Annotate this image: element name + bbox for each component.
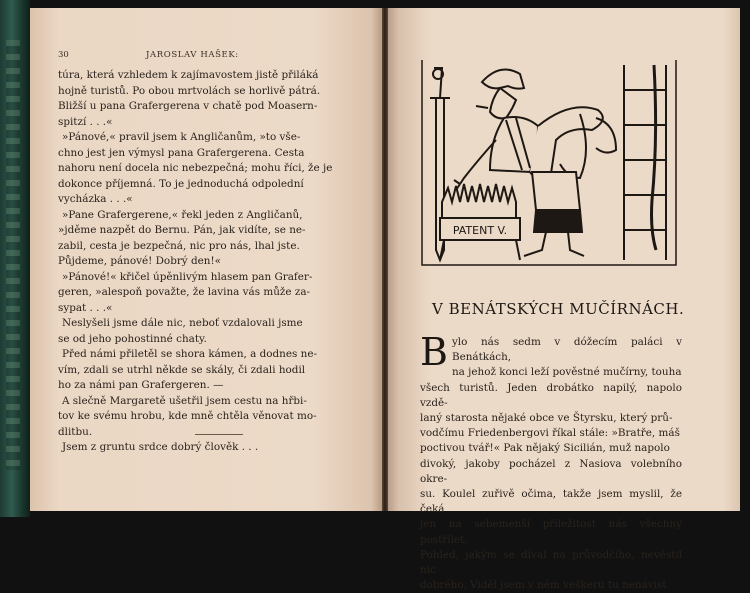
section-divider — [195, 434, 243, 435]
text-line: dlitbu. — [58, 425, 93, 438]
text-line: zabil, cesta je bezpečná, nic pro nás, lhal jste. — [58, 239, 300, 252]
text-line: na jehož konci leží pověstné mučírny, touha — [451, 366, 682, 379]
text-line: vodčímu Friedenbergovi říkal stále: »Bratře, máš — [420, 427, 680, 440]
text-line: Před námi přiletěl se shora kámen, a dodnes ne- — [62, 348, 317, 360]
text-line: Jsem z gruntu srdce dobrý člověk . . . — [62, 441, 259, 453]
running-head: JAROSLAV HAŠEK: — [146, 50, 239, 60]
patent-sign-text: PATENT V. — [452, 224, 508, 237]
torture-chamber-illustration — [420, 60, 678, 270]
text-line: ylo nás sedm v dóžecím paláci v Benátkách, — [451, 336, 682, 364]
text-line: nahoru není docela nic nebezpečná; mohu říci, že je — [58, 162, 333, 174]
left-page-text — [58, 68, 358, 456]
page-number: 30 — [58, 50, 69, 60]
text-line: »jděme nazpět do Bernu. Pán, jak vidíte, se ne- — [58, 224, 306, 236]
book-binding-left — [0, 0, 30, 517]
text-line: tov ke svému hrobu, kde mně chtěla věnovat mo- — [58, 410, 317, 422]
text-line: A slečně Margaretě ušetřil jsem cestu na hřbi- — [62, 394, 307, 407]
text-line: dobrého. Viděl jsem v něm veškeru tu nenávist — [420, 579, 667, 592]
text-line: se od jeho pohostinné chaty. — [58, 332, 207, 345]
text-line: vycházka . . .« — [58, 193, 133, 205]
text-line: dokonce příjemná. To je jednoduchá odpolední — [58, 177, 304, 190]
text-line: poctivou tvář!« Pak nějaký Sicilián, muž napolo — [420, 442, 670, 455]
text-line: Bližší u pana Grafergerena v chatě pod Moasern- — [58, 100, 318, 112]
text-line: všech turistů. Jeden drobátko napilý, napolo vzdě- — [420, 381, 682, 409]
text-line: laný starosta nějaké obce ve Štyrsku, který prů- — [420, 412, 673, 425]
text-line: hojně turistů. Po obou mrtvolách se horlivě pátrá. — [58, 84, 321, 97]
text-line: chno jest jen výmysl pana Grafergerena. Cesta — [58, 146, 305, 159]
text-line: Půjdeme, pánové! Dobrý den!« — [58, 255, 222, 267]
text-line: Neslyšeli jsme dále nic, neboť vzdalovali jsme — [62, 317, 303, 329]
text-line: »Pánové,« pravil jsem k Angličanům, »to vše- — [62, 131, 301, 143]
text-line: vím, zdali se utrhl někde se skály, či zdali hodil — [58, 363, 306, 376]
chapter-title: V BENÁTSKÝCH MUČÍRNÁCH. — [432, 300, 685, 318]
text-line: jen na sebemenší příležitost nás všechny postřílet. — [420, 518, 682, 546]
text-line: su. Koulel zuřivě očima, takže jsem myslil, že čeká — [420, 488, 682, 516]
text-line: spitzí . . .« — [58, 115, 113, 128]
drop-cap: B — [420, 330, 448, 374]
right-page-text — [420, 330, 682, 593]
text-line: túra, která vzhledem k zajímavostem jistě přiláká — [58, 69, 319, 81]
text-line: »Pane Grafergerene,« řekl jeden z Angličanů, — [62, 208, 303, 221]
text-line: geren, »alespoň považte, že lavina vás může za- — [58, 286, 311, 298]
text-line: ho za námi pan Grafergeren. — — [58, 379, 224, 391]
text-line: »Pánové!« křičel úpěnlivým hlasem pan Grafer- — [62, 270, 313, 283]
text-line: sypat . . .« — [58, 301, 113, 314]
text-line: divoký, jakoby pocházel z Nasiova volebního okre- — [420, 457, 682, 485]
text-line: Pohled, jakým se díval na průvodčího, nevěstil nic — [420, 548, 682, 577]
